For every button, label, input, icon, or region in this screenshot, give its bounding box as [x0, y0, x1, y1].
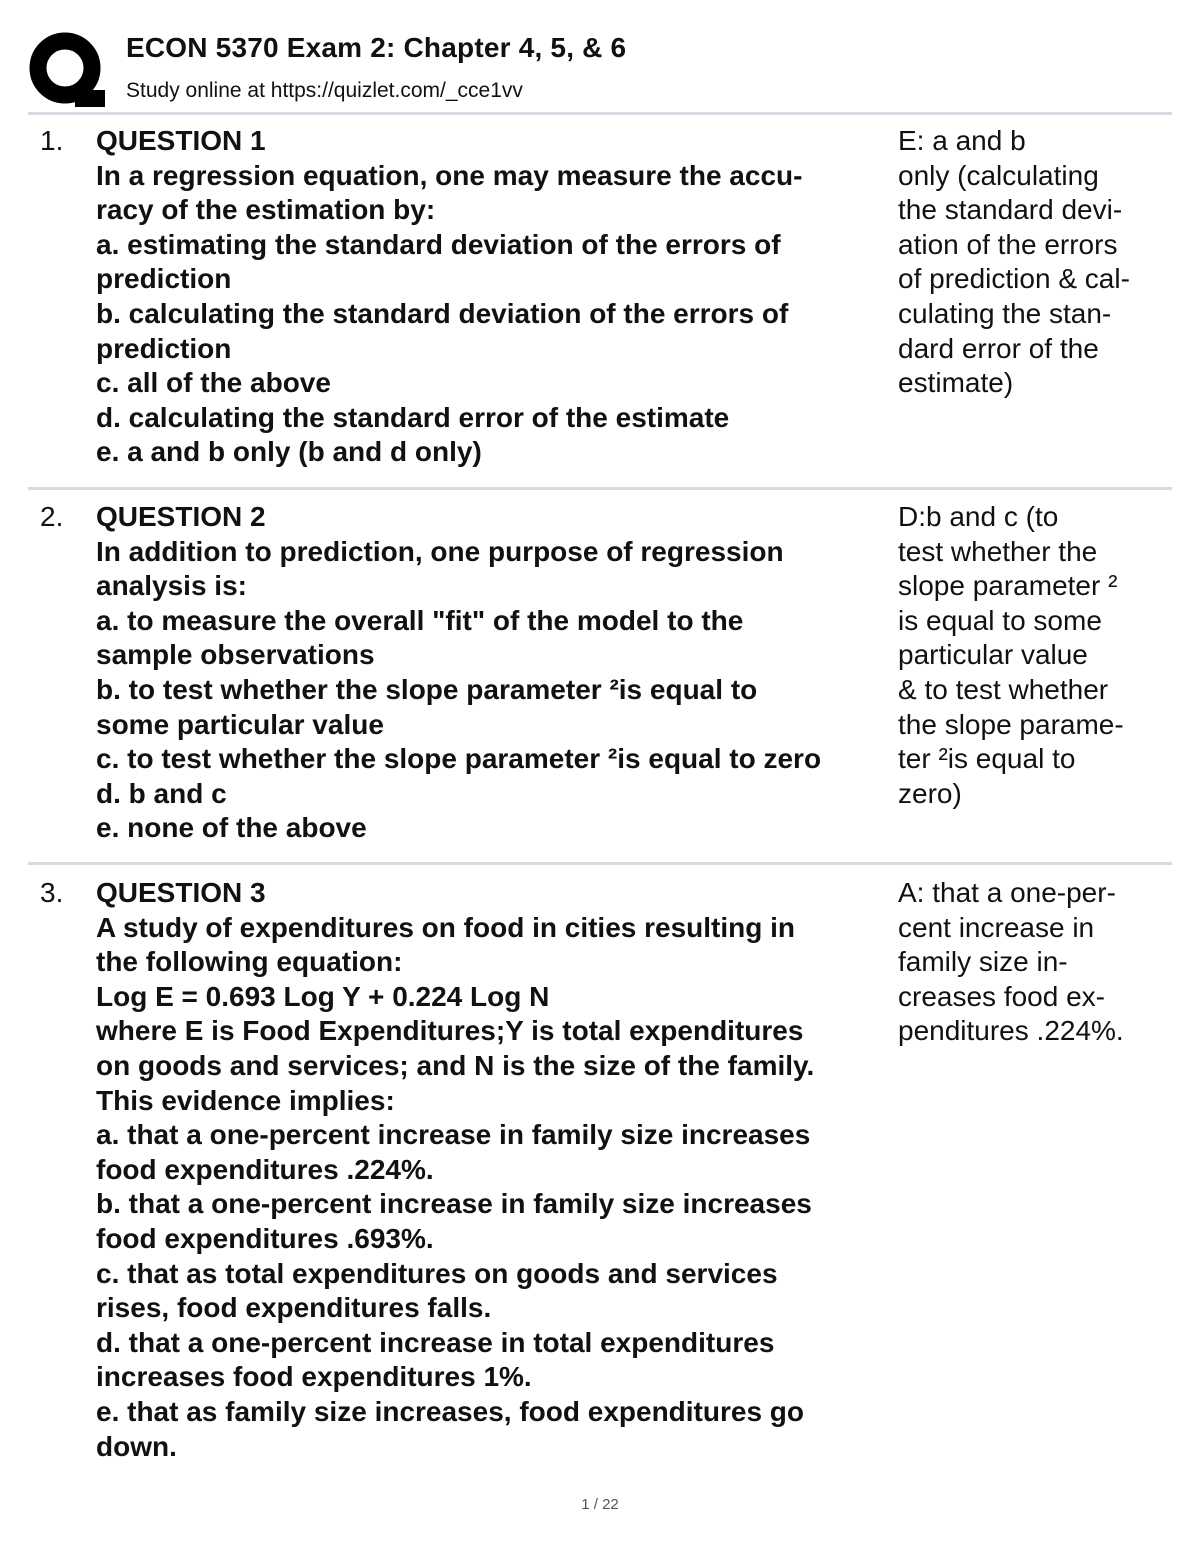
question-text — [96, 876, 896, 1464]
question-line: prediction — [96, 263, 232, 295]
answer-line: & to test whether — [898, 673, 1109, 705]
page-indicator: 1 / 22 — [581, 1496, 619, 1513]
question-line: c. to test whether the slope parameter ²is equal to zero — [96, 743, 822, 775]
question-line: In addition to prediction, one purpose of regression — [96, 535, 784, 567]
answer-text — [898, 124, 1168, 401]
answer-line: D:b and c (to — [898, 501, 1059, 532]
answer-text — [898, 500, 1168, 811]
answer-line: culating the stan- — [898, 297, 1112, 329]
question-line: prediction — [96, 332, 232, 364]
question-line: sample observations — [96, 639, 375, 671]
answer-line: A: that a one-per- — [898, 877, 1116, 908]
question-line: Log E = 0.693 Log Y + 0.224 Log N — [96, 980, 550, 1012]
card-number: 2. — [40, 501, 64, 532]
question-text — [96, 124, 896, 470]
question-line: e. a and b only (b and d only) — [96, 436, 482, 468]
answer-line: particular value — [898, 639, 1088, 671]
question-line: increases food expenditures 1%. — [96, 1361, 532, 1393]
question-line: a. to measure the overall "fit" of the model to the — [96, 604, 744, 636]
question-text — [96, 500, 896, 846]
question-line: on goods and services; and N is the size of the family. — [96, 1049, 815, 1081]
question-line: c. that as total expenditures on goods and services — [96, 1257, 778, 1289]
question-line: the following equation: — [96, 946, 403, 978]
question-line: b. calculating the standard deviation of the errors of — [96, 297, 789, 329]
answer-line: dard error of the — [898, 332, 1099, 364]
answer-line: family size in- — [898, 946, 1068, 978]
question-line: d. that a one-percent increase in total expenditures — [96, 1326, 775, 1358]
question-line: where E is Food Expenditures;Y is total expenditures — [96, 1015, 804, 1047]
answer-line: the slope parame- — [898, 708, 1124, 740]
answer-line: ter ²is equal to — [898, 743, 1076, 775]
question-line: a. that a one-percent increase in family size increases — [96, 1119, 811, 1151]
question-line: d. calculating the standard error of the estimate — [96, 401, 730, 433]
question-line: e. none of the above — [96, 812, 367, 844]
question-line: d. b and c — [96, 777, 227, 809]
answer-line: penditures .224%. — [898, 1015, 1124, 1047]
question-line: A study of expenditures on food in cities resulting in — [96, 911, 796, 943]
question-line: This evidence implies: — [96, 1084, 395, 1116]
question-line: racy of the estimation by: — [96, 194, 436, 226]
answer-line: ation of the errors — [898, 228, 1118, 260]
question-line: QUESTION 3 — [96, 877, 266, 908]
card-number: 1. — [40, 125, 64, 156]
question-line: b. that a one-percent increase in family size increases — [96, 1188, 812, 1220]
answer-line: cent increase in — [898, 911, 1095, 943]
question-line: QUESTION 2 — [96, 501, 266, 532]
question-line: down. — [96, 1430, 177, 1462]
divider — [28, 487, 1172, 490]
question-line: QUESTION 1 — [96, 125, 266, 156]
card-number: 3. — [40, 877, 64, 908]
page-subtitle: Study online at https://quizlet.com/_cce1vv — [126, 79, 523, 102]
question-line: b. to test whether the slope parameter ²is equal to — [96, 673, 758, 705]
answer-line: estimate) — [898, 367, 1014, 399]
answer-line: the standard devi- — [898, 194, 1123, 226]
question-line: analysis is: — [96, 570, 247, 602]
question-line: food expenditures .224%. — [96, 1153, 434, 1185]
divider — [28, 112, 1172, 115]
page-header — [28, 28, 1178, 108]
question-line: a. estimating the standard deviation of the errors of — [96, 228, 781, 260]
question-line: In a regression equation, one may measure the accu- — [96, 159, 803, 191]
page-title: ECON 5370 Exam 2: Chapter 4, 5, & 6 — [126, 32, 627, 63]
question-line: e. that as family size increases, food expenditures go — [96, 1395, 805, 1427]
answer-line: E: a and b — [898, 125, 1026, 156]
quizlet-logo-icon — [28, 30, 106, 108]
answer-line: test whether the — [898, 535, 1098, 567]
question-line: rises, food expenditures falls. — [96, 1292, 492, 1324]
answer-line: creases food ex- — [898, 980, 1105, 1012]
answer-line: is equal to some — [898, 604, 1102, 636]
question-line: food expenditures .693%. — [96, 1222, 434, 1254]
divider — [28, 862, 1172, 865]
answer-line: of prediction & cal- — [898, 263, 1130, 295]
answer-text — [898, 876, 1168, 1049]
answer-line: slope parameter ² — [898, 570, 1118, 602]
answer-line: only (calculating — [898, 159, 1099, 191]
question-line: some particular value — [96, 708, 384, 740]
question-line: c. all of the above — [96, 367, 331, 399]
answer-line: zero) — [898, 777, 962, 809]
